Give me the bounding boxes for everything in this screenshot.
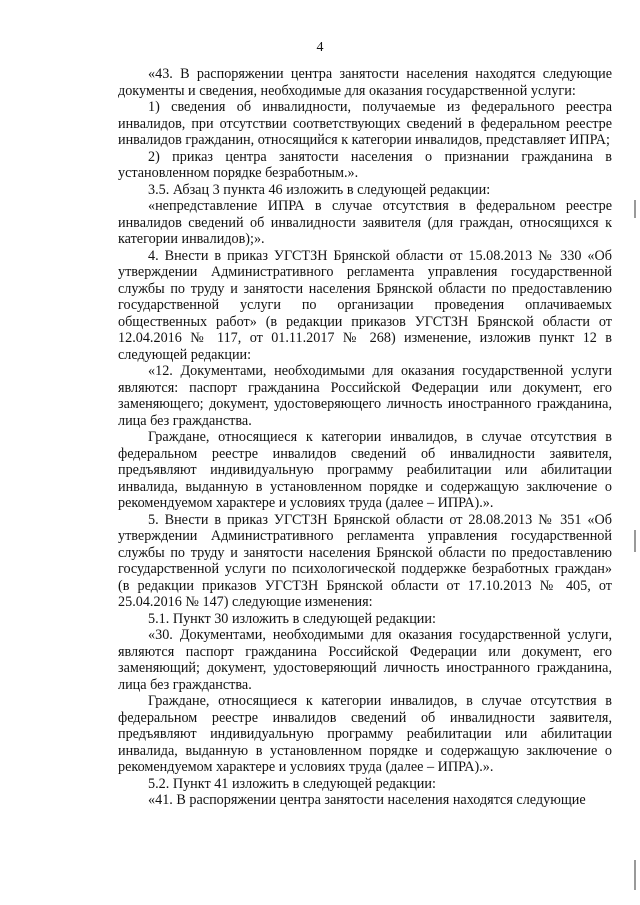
- paragraph: 3.5. Абзац 3 пункта 46 изложить в следующей редакции:: [148, 181, 491, 198]
- page-number: 4: [316, 40, 324, 55]
- scan-edge-mark: [634, 860, 636, 890]
- paragraph: 4. Внести в приказ УГСТЗН Брянской области от 15.08.2013 № 330 «Об утверждении Административного регламента управления государственной службы по труду и занятости населения Брянской области по предоставлению государственной услуги по организации проведения оплачиваемых общественных работ» (в редакции приказов УГСТЗН Брянской области от 12.04.2016 № 117, от 01.11.2017 № 268) изменение, изложив пункт 12 в следующей редакции:: [118, 247, 612, 363]
- paragraph: Граждане, относящиеся к категории инвалидов, в случае отсутствия в федеральном реестре инвалидов сведений об инвалидности заявителя, предъявляют индивидуальную программу реабилитации или абилитации инвалида, выданную в установленном порядке и содержащую заключение о рекомендуемом характере и условиях труда (далее – ИПРА).».: [118, 693, 612, 775]
- paragraph: 5.2. Пункт 41 изложить в следующей редакции:: [148, 775, 436, 792]
- scan-edge-mark: [634, 200, 636, 218]
- paragraph: Граждане, относящиеся к категории инвалидов, в случае отсутствия в федеральном реестре инвалидов сведений об инвалидности заявителя, предъявляют индивидуальную программу реабилитации или абилитации инвалида, выданную в установленном порядке и содержащую заключение о рекомендуемом характере и условиях труда (далее – ИПРА).».: [118, 429, 612, 511]
- paragraph: «12. Документами, необходимыми для оказания государственной услуги являются: паспорт гражданина Российской Федерации или документ, его заменяющего; документ, удостоверяющего личность иностранного гражданина, лица без гражданства.: [118, 363, 612, 429]
- paragraph: «43. В распоряжении центра занятости населения находятся следующие документы и сведения, необходимые для оказания государственной услуги:: [118, 66, 612, 99]
- document-body: [118, 66, 612, 809]
- paragraph: «41. В распоряжении центра занятости населения находятся следующие: [148, 792, 586, 808]
- paragraph: 5.1. Пункт 30 изложить в следующей редакции:: [148, 610, 436, 627]
- scan-edge-mark: [634, 530, 636, 552]
- paragraph: 1) сведения об инвалидности, получаемые из федерального реестра инвалидов, при отсутствии соответствующих сведений в федеральном реестре инвалидов гражданин, относящийся к категории инвалидов, представляет ИПРА;: [118, 99, 612, 148]
- paragraph: «непредставление ИПРА в случае отсутствия в федеральном реестре инвалидов сведений об инвалидности заявителя (для граждан, относящихся к категории инвалидов);».: [118, 198, 612, 247]
- paragraph: 2) приказ центра занятости населения о признании гражданина в установленном порядке безработным.».: [118, 148, 612, 181]
- paragraph: 5. Внести в приказ УГСТЗН Брянской области от 28.08.2013 № 351 «Об утверждении Административного регламента управления государственной службы по труду и занятости населения Брянской области по предоставлению государственной услуги по психологической поддержке безработных граждан» (в редакции приказов УГСТЗН Брянской области от 17.10.2013 № 405, от 25.04.2016 № 147) следующие изменения:: [118, 511, 612, 610]
- paragraph: «30. Документами, необходимыми для оказания государственной услуги, являются паспорт гражданина Российской Федерации или документ, его заменяющий; документ, удостоверяющий личность иностранного гражданина, лица без гражданства.: [118, 627, 612, 693]
